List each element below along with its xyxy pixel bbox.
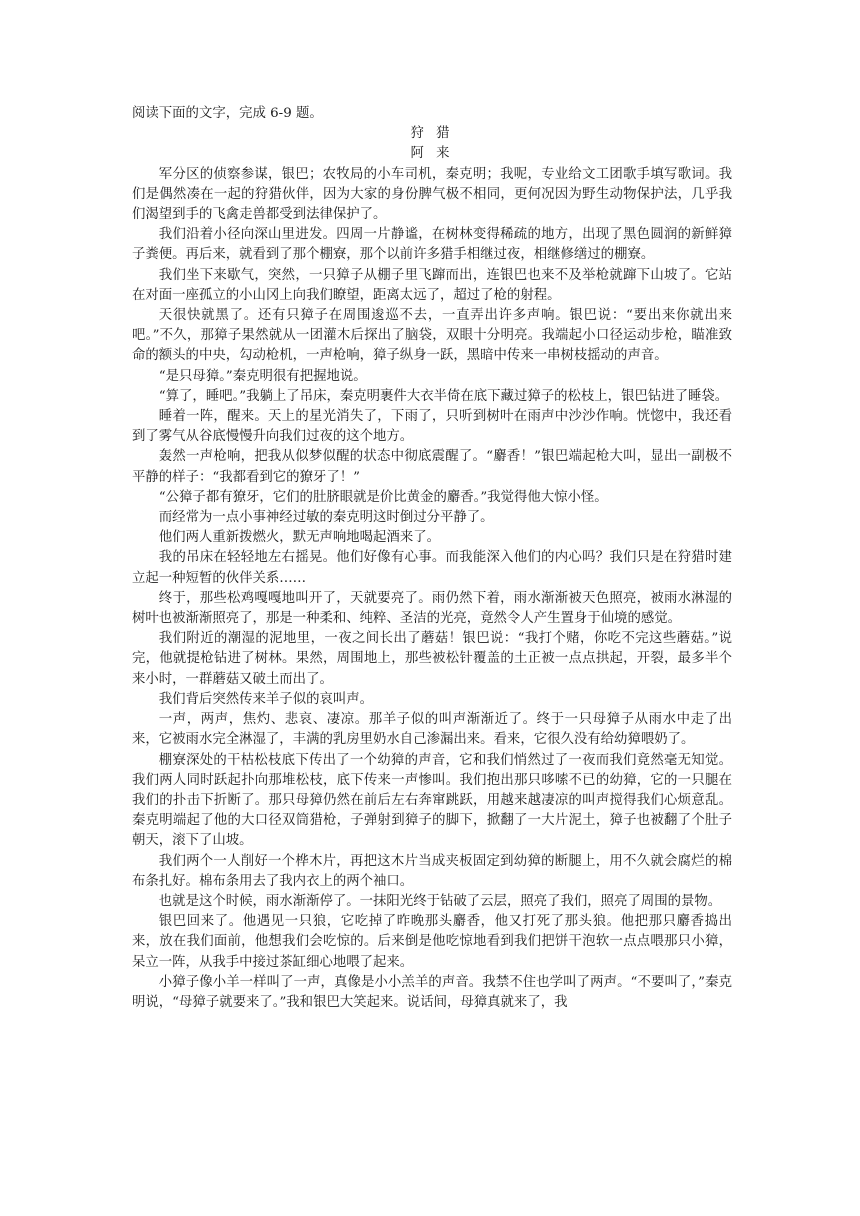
paragraph: 银巴回来了。他遇见一只狼，它吃掉了昨晚那头麝香，他又打死了那头狼。他把那只麝香捣出来，放在我们面前，他想我们会吃惊的。后来倒是他吃惊地看到我们把饼干泡软一点点喂那只小獐，呆立一阵，从我手中接过茶缸细心地喂了起来。 (132, 914, 732, 970)
paragraph: 一声，两声，焦灼、悲哀、凄凉。那羊子似的叫声渐渐近了。终于一只母獐子从雨水中走了出来，它被雨水完全淋湿了，丰满的乳房里奶水自己渗漏出来。看来，它很久没有给幼獐喂奶了。 (132, 712, 732, 748)
paragraph: 天很快就黑了。还有只獐子在周围逡巡不去，一直弄出许多声响。银巴说：“要出来你就出来吧。”不久，那獐子果然就从一团灌木后探出了脑袋，双眼十分明亮。我端起小口径运动步枪，瞄准致命的额头的中央，勾动枪机，一声枪响，獐子纵身一跃，黑暗中传来一串树枝摇动的声音。 (132, 308, 732, 364)
paragraph: 他们两人重新拨燃火，默无声响地喝起酒来了。 (158, 530, 440, 546)
article-author: 阿 来 (410, 146, 454, 162)
paragraph: 我们附近的潮湿的泥地里，一夜之间长出了蘑菇！银巴说：“我打个赌，你吃不完这些蘑菇。”说完，他就提枪钻进了树林。果然，周围地上，那些被松针覆盖的土正被一点点拱起，开裂，最多半个来小时，一群蘑菇又破土而出了。 (132, 631, 732, 687)
paragraph: 终于，那些松鸡嘎嘎地叫开了，天就要亮了。雨仍然下着，雨水渐渐被天色照亮，被雨水淋湿的树叶也被渐渐照亮了，那是一种柔和、纯粹、圣洁的光亮，竟然令人产生置身于仙境的感觉。 (132, 590, 732, 627)
instruction-text: 阅读下面的文字，完成 6-9 题。 (132, 106, 323, 121)
paragraph: 棚寮深处的干枯松枝底下传出了一个幼獐的声音，它和我们悄然过了一夜而我们竟然毫无知觉。我们两人同时跃起扑向那堆松枝，底下传来一声惨叫。我们抱出那只哆嗦不已的幼獐，它的一只腿在我们的扑击下折断了。那只母獐仍然在前后左右奔窜跳跃，用越来越凄凉的叫声搅得我们心烦意乱。秦克明端起了他的大口径双筒猎枪，子弹射到獐子的脚下，掀翻了一大片泥土，獐子也被翻了个肚子朝天，滚下了山坡。 (132, 752, 732, 849)
article-title: 狩 猎 (410, 126, 454, 142)
paragraph: 我的吊床在轻轻地左右摇晃。他们好像有心事。而我能深入他们的内心吗？我们只是在狩猎时建立起一种短暂的伙伴关系…… (132, 550, 732, 586)
paragraph: 我们坐下来歇气，突然，一只獐子从棚子里飞蹿而出，连银巴也来不及举枪就蹿下山坡了。它站在对面一座孤立的小山冈上向我们瞭望，距离太远了，超过了枪的射程。 (132, 267, 732, 303)
paragraph: 军分区的侦察参谋，银巴；农牧局的小车司机，秦克明；我呢，专业给文工团歌手填写歌词。我们是偶然凑在一起的狩猎伙伴，因为大家的身份脾气极不相同，更何况因为野生动物保护法，几乎我们渴望到手的飞禽走兽都受到法律保护了。 (132, 166, 732, 223)
paragraph: 睡着一阵，醒来。天上的星光消失了，下雨了，只听到树叶在雨声中沙沙作响。恍惚中，我还看到了雾气从谷底慢慢升向我们过夜的这个地方。 (132, 409, 732, 445)
paragraph: 我们沿着小径向深山里进发。四周一片静谧，在树林变得稀疏的地方，出现了黑色圆润的新鲜獐子粪便。再后来，就看到了那个棚寮，那个以前许多猎手相继过夜，相继修缮过的棚寮。 (132, 227, 732, 263)
paragraph: 小獐子像小羊一样叫了一声，真像是小小羔羊的声音。我禁不住也学叫了两声。“不要叫了，”秦克明说，“母獐子就要来了。”我和银巴大笑起来。说话间，母獐真就来了，我 (132, 974, 732, 1010)
paragraph: 我们两个一人削好一个桦木片，再把这木片当成夹板固定到幼獐的断腿上，用不久就会腐烂的棉布条扎好。棉布条用去了我内衣上的两个袖口。 (132, 853, 732, 889)
paragraph: “算了，睡吧。”我躺上了吊床，秦克明裹件大衣半倚在底下藏过獐子的松枝上，银巴钻进了睡袋。 (158, 388, 729, 404)
paragraph: “是只母獐。”秦克明很有把握地说。 (158, 368, 367, 384)
document-page (132, 104, 732, 1013)
paragraph: 而经常为一点小事神经过敏的秦克明这时倒过分平静了。 (158, 510, 494, 526)
paragraph: 也就是这个时候，雨水渐渐停了。一抹阳光终于钻破了云层，照亮了我们，照亮了周围的景物。 (158, 893, 722, 909)
paragraph: “公獐子都有獠牙，它们的肚脐眼就是价比黄金的麝香。”我觉得他大惊小怪。 (158, 489, 608, 505)
paragraph: 我们背后突然传来羊子似的哀叫声。 (158, 691, 374, 707)
paragraph: 轰然一声枪响，把我从似梦似醒的状态中彻底震醒了。“麝香！”银巴端起枪大叫，显出一副极不平静的样子：“我都看到它的獠牙了！” (132, 449, 732, 485)
